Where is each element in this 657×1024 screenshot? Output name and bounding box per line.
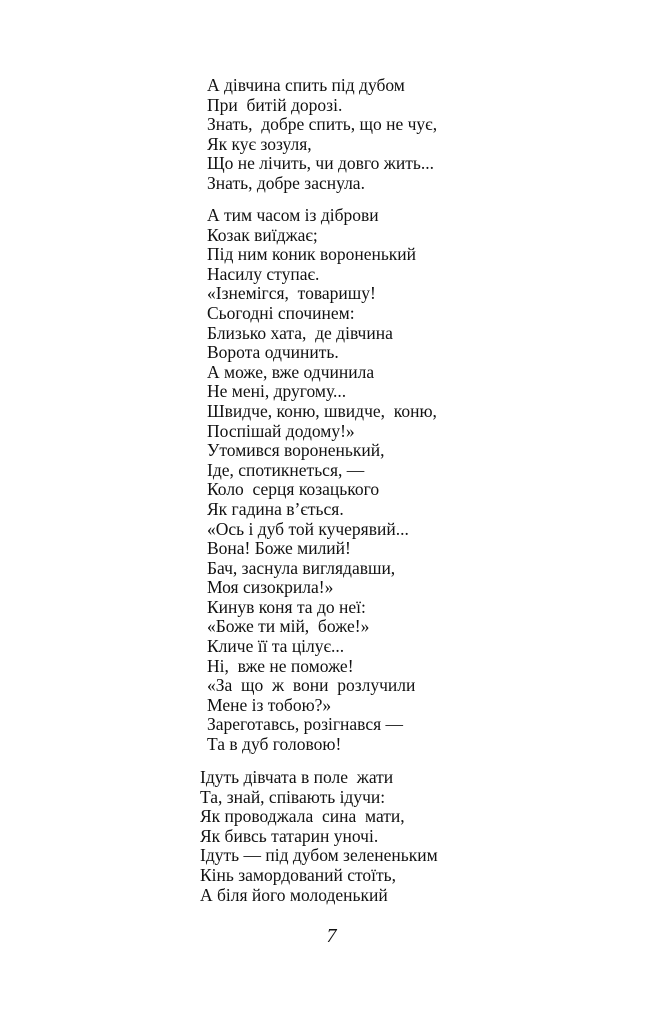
verse-line: Мене із тобою?» [207,694,332,715]
verse-line: Кинув коня та до неї: [207,596,366,617]
verse-line: А може, вже одчинила [207,361,375,382]
verse-line: Сьогодні спочинем: [207,302,355,323]
verse-line: А біля його молоденький [200,884,388,905]
verse-line: Як проводжала сина мати, [200,806,405,827]
verse-line: Кличе її та цілує... [207,636,345,657]
verse-line: Бач, заснула виглядавши, [207,557,396,578]
verse-line: Та в дуб головою! [207,734,342,755]
verse-line: Коло серця козацького [207,479,380,500]
verse-line: Кінь замордований стоїть, [200,864,397,885]
verse-line: Поспішай додому!» [207,420,355,441]
verse-line: Іде, спотикнеться, — [207,459,365,480]
verse-line: Козак виїджає; [207,224,318,245]
verse-line: Насилу ступає. [207,263,320,284]
page-number: 7 [326,925,337,947]
verse-line: «Ізнемігся, товаришу! [207,283,376,304]
verse-line: Знать, добре спить, що не чує, [207,114,438,135]
verse-line: Що не лічить, чи довго жить... [207,153,434,174]
verse-line: А тим часом із діброви [207,205,379,225]
verse-line: Вона! Боже милий! [207,538,351,559]
verse-line: Зареготавсь, розігнався — [207,714,404,735]
verse-line: «За що ж вони розлучили [207,675,416,696]
verse-line: Моя сизокрила!» [207,577,334,598]
verse-line: Знать, добре заснула. [207,172,365,193]
verse-line: Як гадина в’ється. [207,498,344,519]
stanza-2 [207,206,437,755]
verse-line: Ідуть дівчата в поле жати [200,767,394,787]
verse-line: «Ось і дуб той кучерявий... [207,518,409,539]
verse-line: При битій дорозі. [207,94,343,115]
verse-line: Як кує зозуля, [207,133,312,154]
verse-line: Близько хата, де дівчина [207,322,393,343]
verse-line: Та, знай, співають ідучи: [200,786,386,807]
verse-line: Утомився вороненький, [207,440,385,461]
verse-line: Ворота одчинить. [207,342,339,363]
verse-line: Як бивсь татарин уночі. [200,825,379,846]
verse-line: Під ним коник вороненький [207,244,417,265]
verse-line: А дівчина спить під дубом [207,75,405,95]
verse-line: «Боже ти мій, боже!» [207,616,370,637]
verse-line: Не мені, другому... [207,381,347,402]
verse-line: Ні, вже не поможе! [207,655,354,676]
stanza-1 [207,76,437,194]
stanza-3 [200,768,438,905]
verse-line: Швидче, коню, швидче, коню, [207,400,437,421]
verse-line: Ідуть — під дубом зелененьким [200,845,438,866]
